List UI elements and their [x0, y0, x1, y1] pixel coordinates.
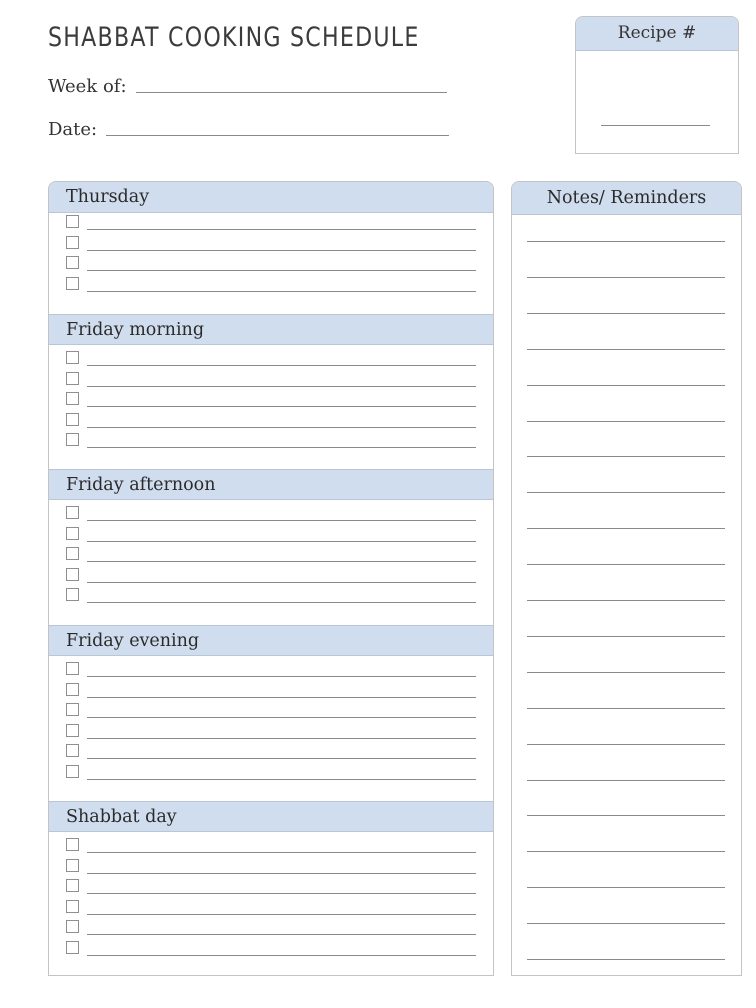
task-row: [49, 720, 493, 740]
task-input-line[interactable]: [87, 852, 476, 853]
recipe-number-input[interactable]: [601, 125, 710, 126]
task-input-line[interactable]: [87, 676, 476, 677]
task-checkbox[interactable]: [66, 547, 79, 560]
task-row: [49, 232, 493, 252]
task-input-line[interactable]: [87, 427, 476, 428]
task-input-line[interactable]: [87, 447, 476, 448]
task-checkbox[interactable]: [66, 215, 79, 228]
schedule-panel: [48, 181, 494, 976]
task-row: [49, 761, 493, 781]
note-line[interactable]: [527, 887, 725, 888]
recipe-box: [575, 16, 739, 154]
task-checkbox[interactable]: [66, 392, 79, 405]
task-checkbox[interactable]: [66, 879, 79, 892]
section-header-friday-evening: Friday evening: [49, 625, 493, 656]
note-line[interactable]: [527, 456, 725, 457]
task-input-line[interactable]: [87, 520, 476, 521]
task-input-line[interactable]: [87, 697, 476, 698]
task-input-line[interactable]: [87, 541, 476, 542]
task-checkbox[interactable]: [66, 236, 79, 249]
task-row: [49, 252, 493, 272]
task-input-line[interactable]: [87, 758, 476, 759]
task-input-line[interactable]: [87, 582, 476, 583]
task-row: [49, 855, 493, 875]
task-input-line[interactable]: [87, 270, 476, 271]
task-row: [49, 429, 493, 449]
note-line[interactable]: [527, 780, 725, 781]
page-title: SHABBAT COOKING SCHEDULE: [48, 22, 420, 53]
task-checkbox[interactable]: [66, 372, 79, 385]
date-input[interactable]: [106, 135, 449, 136]
task-input-line[interactable]: [87, 873, 476, 874]
task-input-line[interactable]: [87, 365, 476, 366]
section-header-friday-afternoon: Friday afternoon: [49, 469, 493, 500]
note-line[interactable]: [527, 600, 725, 601]
task-row: [49, 409, 493, 429]
task-row: [49, 834, 493, 854]
task-input-line[interactable]: [87, 229, 476, 230]
note-line[interactable]: [527, 636, 725, 637]
week-of-field: [48, 76, 447, 97]
note-line[interactable]: [527, 708, 725, 709]
task-checkbox[interactable]: [66, 662, 79, 675]
task-input-line[interactable]: [87, 406, 476, 407]
note-line[interactable]: [527, 851, 725, 852]
task-input-line[interactable]: [87, 779, 476, 780]
task-checkbox[interactable]: [66, 506, 79, 519]
task-checkbox[interactable]: [66, 941, 79, 954]
task-checkbox[interactable]: [66, 724, 79, 737]
task-input-line[interactable]: [87, 717, 476, 718]
task-row: [49, 388, 493, 408]
task-row: [49, 937, 493, 957]
task-input-line[interactable]: [87, 934, 476, 935]
task-row: [49, 211, 493, 231]
note-line[interactable]: [527, 385, 725, 386]
date-field: [48, 119, 449, 140]
task-row: [49, 584, 493, 604]
task-input-line[interactable]: [87, 291, 476, 292]
task-input-line[interactable]: [87, 386, 476, 387]
task-row: [49, 916, 493, 936]
note-line[interactable]: [527, 421, 725, 422]
section-header-friday-morning: Friday morning: [49, 314, 493, 345]
week-of-input[interactable]: [136, 92, 447, 93]
task-checkbox[interactable]: [66, 900, 79, 913]
task-row: [49, 875, 493, 895]
notes-header: Notes/ Reminders: [512, 182, 741, 215]
task-row: [49, 368, 493, 388]
notes-panel: [511, 181, 742, 976]
task-checkbox[interactable]: [66, 765, 79, 778]
task-row: [49, 658, 493, 678]
task-checkbox[interactable]: [66, 351, 79, 364]
section-header-thursday: Thursday: [49, 182, 493, 213]
task-row: [49, 502, 493, 522]
task-checkbox[interactable]: [66, 703, 79, 716]
task-input-line[interactable]: [87, 955, 476, 956]
recipe-label: Recipe #: [576, 17, 738, 51]
note-line[interactable]: [527, 241, 725, 242]
note-line[interactable]: [527, 672, 725, 673]
task-row: [49, 273, 493, 293]
task-row: [49, 564, 493, 584]
note-line[interactable]: [527, 815, 725, 816]
task-input-line[interactable]: [87, 914, 476, 915]
section-header-shabbat-day: Shabbat day: [49, 801, 493, 832]
task-input-line[interactable]: [87, 250, 476, 251]
task-checkbox[interactable]: [66, 683, 79, 696]
task-checkbox[interactable]: [66, 838, 79, 851]
task-checkbox[interactable]: [66, 527, 79, 540]
task-checkbox[interactable]: [66, 256, 79, 269]
task-row: [49, 523, 493, 543]
task-row: [49, 679, 493, 699]
week-of-label: Week of:: [48, 76, 127, 97]
task-checkbox[interactable]: [66, 588, 79, 601]
task-row: [49, 699, 493, 719]
task-row: [49, 347, 493, 367]
task-row: [49, 896, 493, 916]
task-row: [49, 740, 493, 760]
task-checkbox[interactable]: [66, 859, 79, 872]
task-input-line[interactable]: [87, 602, 476, 603]
task-checkbox[interactable]: [66, 568, 79, 581]
note-line[interactable]: [527, 959, 725, 960]
task-row: [49, 543, 493, 563]
task-checkbox[interactable]: [66, 433, 79, 446]
note-line[interactable]: [527, 923, 725, 924]
note-line[interactable]: [527, 564, 725, 565]
date-label: Date:: [48, 119, 98, 140]
note-line[interactable]: [527, 277, 725, 278]
task-input-line[interactable]: [87, 561, 476, 562]
note-line[interactable]: [527, 349, 725, 350]
task-input-line[interactable]: [87, 738, 476, 739]
note-line[interactable]: [527, 313, 725, 314]
task-checkbox[interactable]: [66, 413, 79, 426]
note-line[interactable]: [527, 492, 725, 493]
task-input-line[interactable]: [87, 893, 476, 894]
note-line[interactable]: [527, 744, 725, 745]
task-checkbox[interactable]: [66, 920, 79, 933]
task-checkbox[interactable]: [66, 277, 79, 290]
note-line[interactable]: [527, 528, 725, 529]
task-checkbox[interactable]: [66, 744, 79, 757]
